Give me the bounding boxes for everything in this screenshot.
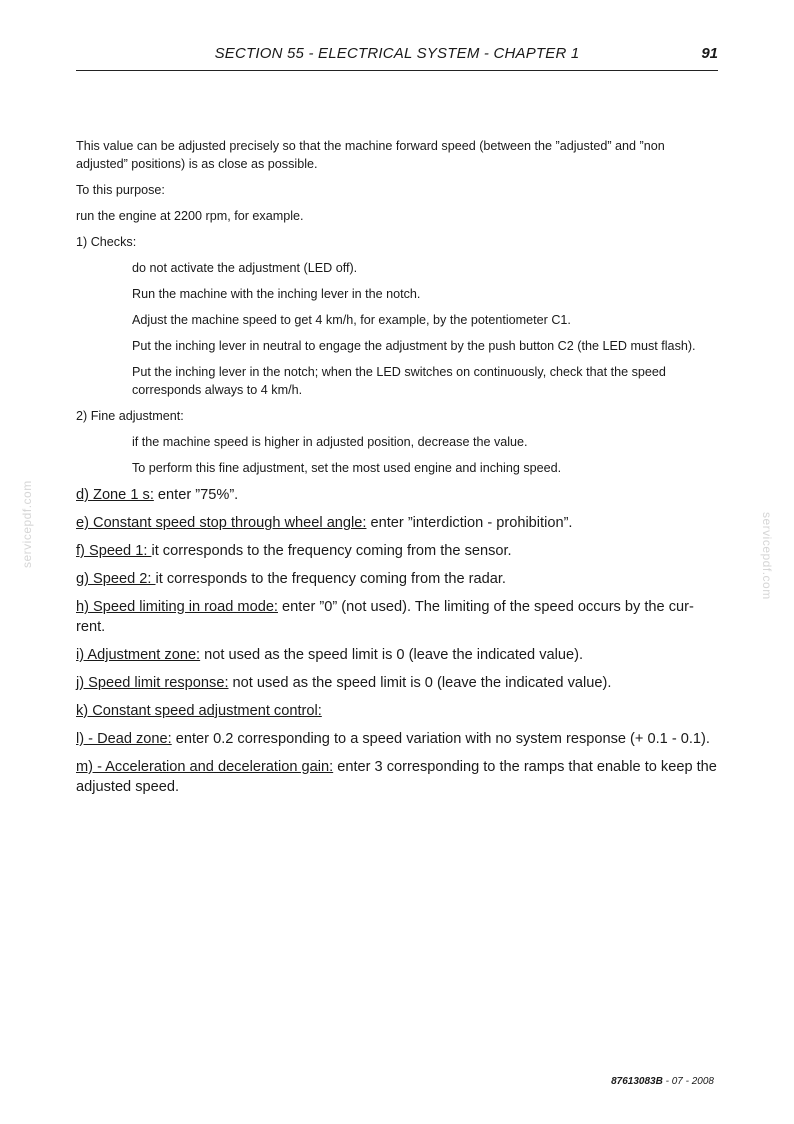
setting-label: k) Constant speed adjustment control: xyxy=(76,703,322,719)
setting-text: not used as the speed limit is 0 (leave the indicated value). xyxy=(200,647,584,663)
checks-heading: 1) Checks: xyxy=(76,235,137,249)
setting-label: h) Speed limiting in road mode: xyxy=(76,599,278,615)
setting-label: f) Speed 1: xyxy=(76,543,152,559)
intro-paragraph: This value can be adjusted precisely so that the machine forward speed (between the ”adjusted” and ”non adjusted” positions) is as close as possible. xyxy=(76,139,665,171)
setting-item xyxy=(76,485,718,505)
setting-text: it corresponds to the frequency coming from the radar. xyxy=(155,571,506,587)
setting-item xyxy=(76,541,718,561)
check-step: Run the machine with the inching lever in the notch. xyxy=(132,287,421,301)
setting-text: enter ”0” (not used). The limiting of the speed occurs by the cur- rent. xyxy=(76,599,694,635)
setting-text: it corresponds to the frequency coming from the sensor. xyxy=(151,543,512,559)
page-number: 91 xyxy=(701,45,718,62)
document-body xyxy=(76,137,718,805)
setting-item xyxy=(76,597,718,637)
setting-item xyxy=(76,757,718,797)
setting-text: enter ”75%”. xyxy=(153,487,239,503)
watermark-left: servicepdf.com xyxy=(20,480,34,568)
check-step: Adjust the machine speed to get 4 km/h, for example, by the potentiometer C1. xyxy=(132,313,571,327)
setting-item xyxy=(76,569,718,589)
setting-label: j) Speed limit response: xyxy=(76,675,229,691)
setting-label: e) Constant speed stop through wheel angle: xyxy=(76,515,367,531)
setting-text: enter 3 corresponding to the ramps that enable to keep the adjusted speed. xyxy=(76,759,717,795)
check-step: Put the inching lever in neutral to engage the adjustment by the push button C2 (the LED must flash). xyxy=(132,339,696,353)
setting-label: l) - Dead zone: xyxy=(76,731,172,747)
setting-label: i) Adjustment zone: xyxy=(76,647,201,663)
fine-adjustment-step: if the machine speed is higher in adjusted position, decrease the value. xyxy=(132,435,528,449)
section-title: SECTION 55 - ELECTRICAL SYSTEM - CHAPTER 1 xyxy=(214,45,580,62)
run-engine-line: run the engine at 2200 rpm, for example. xyxy=(76,209,304,223)
setting-item xyxy=(76,513,718,533)
watermark-right: servicepdf.com xyxy=(760,512,774,600)
setting-label: g) Speed 2: xyxy=(76,571,156,587)
setting-item xyxy=(76,673,718,693)
setting-text: enter ”interdiction - prohibition”. xyxy=(366,515,573,531)
check-step: Put the inching lever in the notch; when the LED switches on continuously, check that the speed corresponds always to 4 km/h. xyxy=(132,365,666,397)
setting-text: not used as the speed limit is 0 (leave the indicated value). xyxy=(228,675,612,691)
setting-label: m) - Acceleration and deceleration gain: xyxy=(76,759,334,775)
fine-adjustment-step: To perform this fine adjustment, set the most used engine and inching speed. xyxy=(132,461,562,475)
fine-adjustment-heading: 2) Fine adjustment: xyxy=(76,409,184,423)
setting-item xyxy=(76,729,718,749)
setting-item xyxy=(76,645,718,665)
check-step: do not activate the adjustment (LED off). xyxy=(132,261,358,275)
page-header xyxy=(76,44,718,71)
document-code: 87613083B xyxy=(611,1076,663,1087)
setting-text: enter 0.2 corresponding to a speed variation with no system response (+ 0.1 - 0.1). xyxy=(171,731,710,747)
setting-label: d) Zone 1 s: xyxy=(76,487,154,503)
page-footer xyxy=(611,1076,714,1087)
purpose-line: To this purpose: xyxy=(76,183,165,197)
document-date: - 07 - 2008 xyxy=(662,1076,714,1087)
setting-item xyxy=(76,701,718,721)
